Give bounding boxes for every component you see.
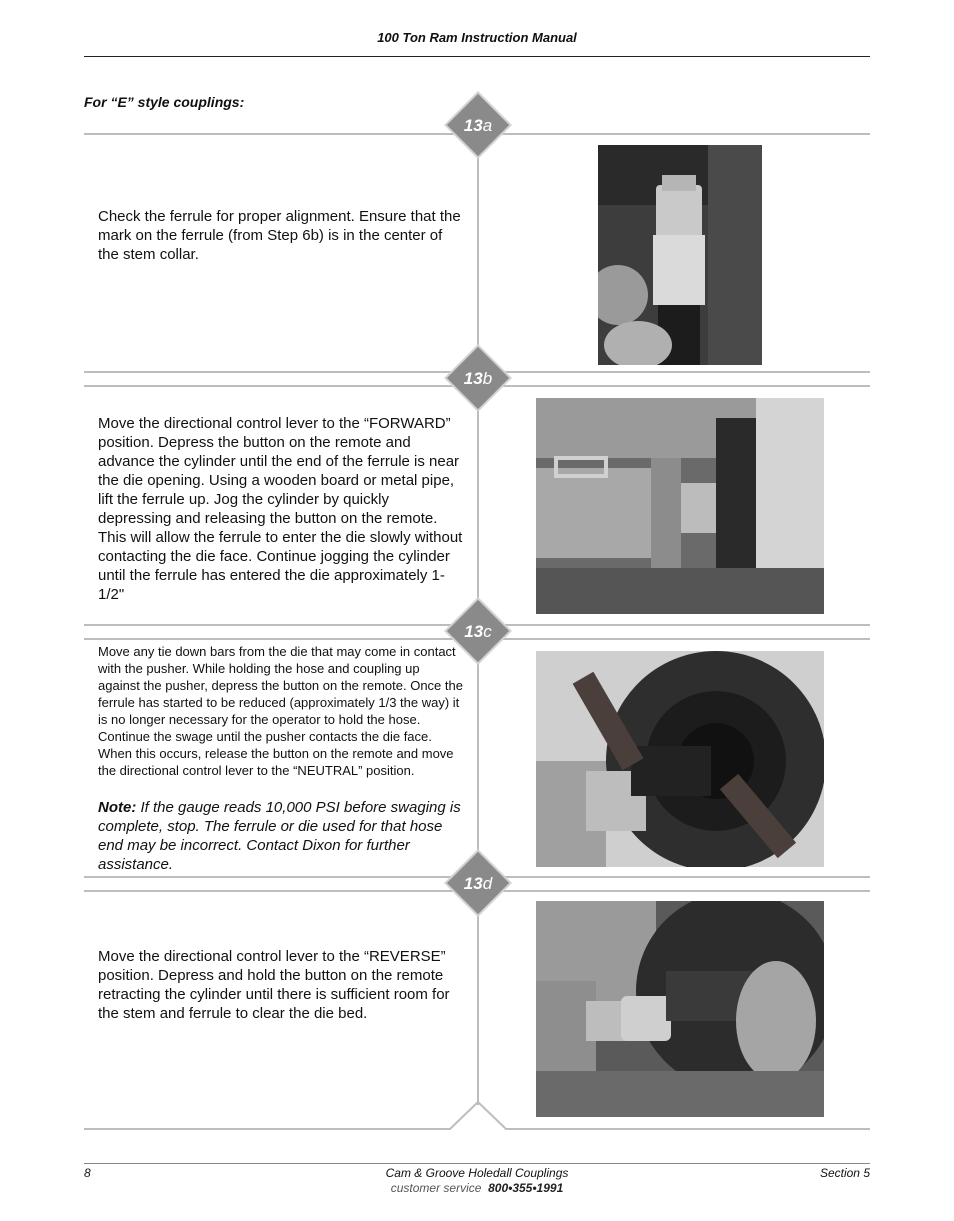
- note-text: If the gauge reads 10,000 PSI before swaging is complete, stop. The ferrule or die used for that hose end may be incorrect. Contact Dixon for further assistance.: [98, 799, 461, 873]
- step-13c-text: Move any tie down bars from the die that may come in contact with the pusher. While holding the hose and coupling up against the pusher, depress the button on the remote. Once the ferrule has started to be reduced (approximately 1/3 the way) it is no longer necessary for the operator to hold the hose. Continue the swage until the pusher contacts the die face. When this occurs, release the button on the remote and move the directional control lever to the “NEUTRAL” position.: [98, 644, 463, 778]
- page-number: 8: [84, 1166, 91, 1180]
- step-number-13a: 13a: [463, 116, 493, 135]
- step-number-13b: 13b: [463, 369, 493, 388]
- phone-number: 800•355•1991: [488, 1181, 564, 1195]
- step-number-13c: 13c: [464, 622, 492, 641]
- note-label: Note:: [98, 799, 137, 816]
- step-number-13d: 13d: [463, 874, 493, 893]
- step-13a-photo: [598, 145, 762, 365]
- step-13a-text: Check the ferrule for proper alignment. Ensure that the mark on the ferrule (from Step 6b) is in the center of the stem collar.: [98, 208, 461, 263]
- step-13c-photo: [536, 651, 824, 867]
- step-13d-photo: [536, 901, 824, 1117]
- section-heading: For “E” style couplings:: [84, 94, 245, 110]
- step-13b-text: Move the directional control lever to the “FORWARD” position. Depress the button on the remote and advance the cylinder until the end of the ferrule is near the die opening. Using a wooden board or metal pipe, lift the ferrule up. Jog the cylinder by quickly depressing and releasing the button on the remote. This will allow the ferrule to enter the die slowly without contacting the die face. Continue jogging the cylinder until the ferrule has entered the die approximately 1-1/2": [98, 415, 463, 603]
- section-label: Section 5: [819, 1166, 870, 1180]
- step-13b-photo: [536, 398, 824, 614]
- footer-rule: [84, 1163, 870, 1164]
- customer-service-label: customer service: [390, 1181, 482, 1195]
- footer-title: Cam & Groove Holedall Couplings: [385, 1166, 569, 1180]
- customer-service-line: [0, 1181, 954, 1195]
- header-rule: [84, 56, 870, 57]
- manual-title: 100 Ton Ram Instruction Manual: [377, 30, 577, 45]
- step-13c-note: [98, 798, 468, 874]
- step-13d-text: Move the directional control lever to the “REVERSE” position. Depress and hold the button on the remote retracting the cylinder until there is sufficient room for the stem and ferrule to clear the die bed.: [98, 948, 450, 1022]
